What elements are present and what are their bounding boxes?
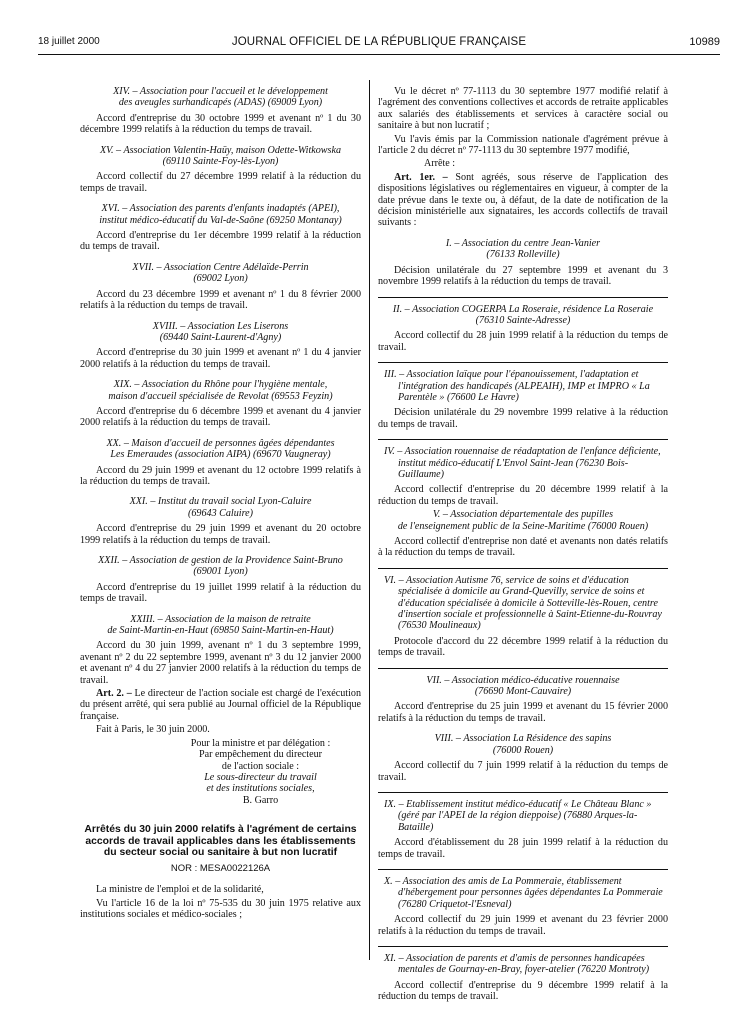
minister-line: La ministre de l'emploi et de la solidarité, [96,884,264,896]
section-title: V. – Association départementale des pupilles de l'enseignement public de la Seine-Maritime (76000 Rouen) [397,509,649,532]
section-title: II. – Association COGERPA La Roseraie, résidence La Roseraie (76310 Sainte-Adresse) [392,303,654,326]
section-text: Accord collectif du 27 décembre 1999 relatif à la réduction du temps de travail. [80,171,361,194]
section-title: XXII. – Association de gestion de la Providence Saint-Bruno (69001 Lyon) [98,555,343,578]
column-divider [369,80,370,960]
signature-line: Par empêchement du directeur [198,749,323,761]
section-title: I. – Association du centre Jean-Vanier (76133 Rolleville) [445,237,601,261]
section-text: Accord collectif du 7 juin 1999 relatif à la réduction du temps de travail. [378,760,668,783]
section-text: Accord d'établissement du 28 juin 1999 relatif à la réduction du temps de travail. [378,837,668,860]
section-rule [378,869,668,870]
section-text: Accord d'entreprise du 30 juin 1999 et avenant nº 1 du 4 janvier 2000 relatifs à la réduction du temps de travail. [80,347,361,370]
section-title: VIII. – Association La Résidence des sapins (76000 Rouen) [434,733,612,756]
header-rule [38,54,720,55]
vu-clause: Vu le décret nº 77-1113 du 30 septembre 1977 modifié relatif à l'agrément des conventions collectives et accords de retraite applicables aux salariés des établissements et services à caractère social ou sanitaire à but non lucratif ; [378,86,668,132]
section-text: Décision unilatérale du 27 septembre 1999 et avenant du 3 novembre 1999 relatifs à la réduction du temps de travail. [378,264,668,288]
arrete-heading: Arrête : [424,158,456,170]
signatory-name: B. Garro [242,794,279,806]
left-column [80,86,361,930]
section-title: XVIII. – Association Les Liserons (69440 Saint-Laurent-d'Agny) [152,320,289,343]
article-2: Art. 2. – Le directeur de l'action sociale est chargé de l'exécution du présent arrêté, qui sera publié au Journal officiel de la République française. [80,688,361,722]
section-title: X. – Association des amis de La Pommeraie, établissement d'hébergement pour personnes âgées dépendantes La Pommeraie (76280 Criquetot-l'Esneval) [384,875,663,910]
section-title: XVI. – Association des parents d'enfants inadaptés (APEI), institut médico-éducatif du Val-de-Saône (69250 Montanay) [99,203,342,226]
signature-date: Fait à Paris, le 30 juin 2000. [96,724,210,736]
decree-title: Arrêtés du 30 juin 2000 relatifs à l'agrément de certains accords de travail applicables dans les établissements du secteur social ou sanitaire à but non lucratif [84,824,357,859]
section-title: VI. – Association Autisme 76, service de soins et d'éducation spécialisée à domicile au Grand-Quevilly, service de soins et d'éducation spécialisée à domicile à Sotteville-lès-Rouen, centre d'insertion sociale et professionnelle à Saint-Etienne-du-Rouvray (76530 Moulineaux) [384,574,662,632]
section-rule [378,439,668,440]
section-rule [378,792,668,793]
signature-line: et des institutions sociales, [206,783,315,795]
section-text: Accord du 29 juin 1999 et avenant du 12 octobre 1999 relatifs à la réduction du temps de travail. [80,464,361,487]
header-page-number: 10989 [689,36,720,48]
nor-reference: NOR : MESA0022126A [170,862,271,874]
section-title: IX. – Etablissement institut médico-éducatif « Le Château Blanc » (géré par l'APEI de la région dieppoise) (76880 Arques-la-Bataille) [384,798,652,833]
section-rule [378,946,668,947]
header-title: JOURNAL OFFICIEL DE LA RÉPUBLIQUE FRANÇAISE [231,36,527,48]
section-rule [378,362,668,363]
section-title: XI. – Association de parents et d'amis de personnes handicapées mentales de Gournay-en-Bray, foyer-atelier (76220 Montroty) [384,952,650,976]
article-1: Art. 1er. – Sont agréés, sous réserve de l'application des dispositions législatives ou réglementaires en vigueur, à compter de la date prévue dans le texte ou, à défaut, de la date de notification de la décision ministérielle aux signataires, les accords collectifs de travail suivants : [378,171,668,229]
section-title: XIX. – Association du Rhône pour l'hygiène mentale, maison d'accueil spécialisée de Revolat (69553 Feyzin) [108,379,333,402]
vu-clause: Vu l'article 16 de la loi nº 75-535 du 30 juin 1975 relative aux institutions sociales et médico-sociales ; [80,897,361,921]
section-text: Accord collectif d'entreprise non daté et avenants non datés relatifs à la réduction du temps de travail. [378,536,668,559]
signature-line: Pour la ministre et par délégation : [190,737,331,749]
section-title: XXIII. – Association de la maison de retraite de Saint-Martin-en-Haut (69850 Saint-Martin-en-Haut) [107,613,334,637]
section-title: IV. – Association rouennaise de réadaptation de l'enfance déficiente, institut médico-éducatif L'Envol Saint-Jean (76230 Bois-Guillaume) [384,446,661,480]
right-column [378,86,668,1012]
section-text: Accord d'entreprise du 30 octobre 1999 et avenant nº 1 du 30 décembre 1999 relatifs à la réduction du temps de travail. [80,112,361,136]
section-title: XVII. – Association Centre Adélaïde-Perrin (69002 Lyon) [132,261,309,285]
section-rule [378,297,668,298]
section-text: Accord du 23 décembre 1999 et avenant nº 1 du 8 février 2000 relatifs à la réduction du temps de travail. [80,288,361,312]
section-rule [378,568,668,569]
section-text: Accord collectif d'entreprise du 20 décembre 1999 relatif à la réduction du temps de travail. [378,484,668,507]
section-text: Accord d'entreprise du 29 juin 1999 et avenant du 20 octobre 1999 relatifs à la réduction du temps de travail. [80,523,361,546]
section-text: Accord du 30 juin 1999, avenant nº 1 du 3 septembre 1999, avenant nº 2 du 22 septembre 1999, avenant nº 3 du 12 janvier 2000 et avenant nº 4 du 27 janvier 2000 relatifs à la réduction du temps de travail. [80,640,361,686]
section-text: Accord d'entreprise du 1er décembre 1999 relatif à la réduction du temps de travail. [80,230,361,253]
section-text: Décision unilatérale du 29 novembre 1999 relative à la réduction du temps de travail. [378,407,668,430]
section-text: Accord collectif du 28 juin 1999 relatif à la réduction du temps de travail. [378,330,668,353]
section-text: Accord d'entreprise du 6 décembre 1999 et avenant du 4 janvier 2000 relatifs à la réduction du temps de travail. [80,405,361,429]
section-title: VII. – Association médico-éducative rouennaise (76690 Mont-Cauvaire) [426,674,620,698]
section-text: Accord d'entreprise du 19 juillet 1999 relatif à la réduction du temps de travail. [80,581,361,605]
section-title: XXI. – Institut du travail social Lyon-Caluire (69643 Caluire) [129,496,312,519]
section-title: XX. – Maison d'accueil de personnes âgées dépendantes Les Emeraudes (association AIPA) (69670 Vaugneray) [106,437,335,461]
vu-clause: Vu l'avis émis par la Commission nationale d'agrément prévue à l'article 2 du décret nº 77-1113 du 30 septembre 1977 modifié, [378,133,668,157]
section-title: XV. – Association Valentin-Haüy, maison Odette-Witkowska (69110 Sainte-Foy-lès-Lyon) [99,144,341,168]
header-date: 18 juillet 2000 [38,36,100,47]
section-text: Accord collectif d'entreprise du 9 décembre 1999 relatif à la réduction du temps de travail. [378,979,668,1003]
section-text: Accord collectif du 29 juin 1999 et avenant du 23 février 2000 relatifs à la réduction du temps de travail. [378,914,668,937]
section-rule [378,668,668,669]
page-header [38,36,720,52]
section-title: III. – Association laïque pour l'épanouissement, l'adaptation et l'intégration des handicapés (ALPEAIH), IMP et IMPRO « La Parentèle » (76600 Le Havre) [384,369,650,403]
section-text: Protocole d'accord du 22 décembre 1999 relatif à la réduction du temps de travail. [378,635,668,659]
section-title: XIV. – Association pour l'accueil et le développement des aveugles surhandicapés (ADAS) (69009 Lyon) [113,86,328,109]
signature-line: de l'action sociale : [221,760,300,772]
signature-line: Le sous-directeur du travail [204,771,317,783]
section-text: Accord d'entreprise du 25 juin 1999 et avenant du 15 février 2000 relatifs à la réduction du temps de travail. [378,701,668,724]
